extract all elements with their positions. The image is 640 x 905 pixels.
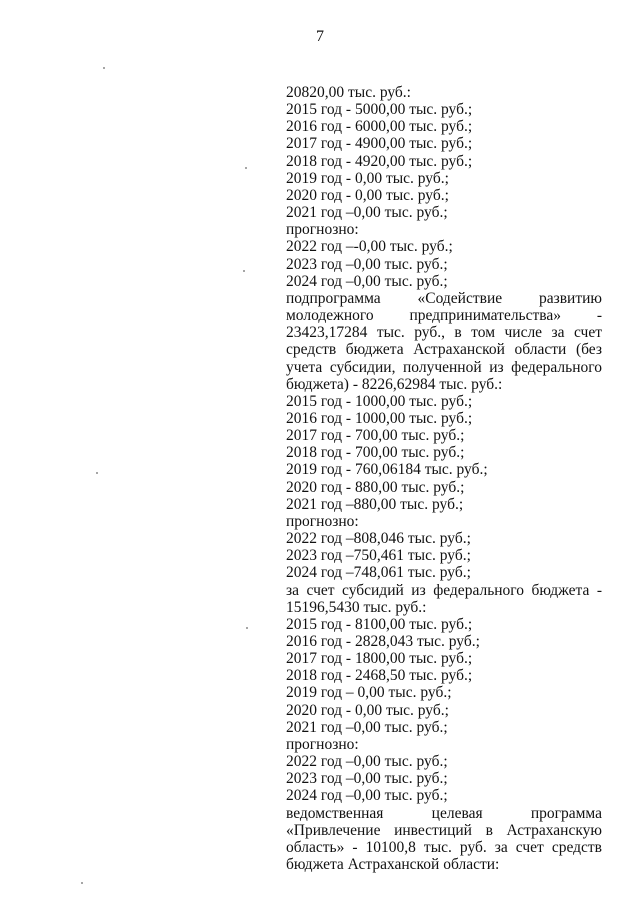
text-line: 2022 год –808,046 тыс. руб.; bbox=[286, 530, 471, 548]
text-line: 2023 год –0,00 тыс. руб.; bbox=[286, 255, 448, 273]
text-line: прогнозно: bbox=[286, 512, 359, 530]
text-line: 2019 год – 0,00 тыс. руб.; bbox=[286, 684, 452, 702]
page-number: 7 bbox=[316, 28, 324, 45]
text-line: 2020 год - 0,00 тыс. руб.; bbox=[286, 701, 449, 719]
text-line: 2022 год –0,00 тыс. руб.; bbox=[286, 753, 448, 771]
scan-speck bbox=[103, 67, 105, 69]
text-line: прогнозно: bbox=[286, 221, 359, 239]
text-line: 2019 год - 0,00 тыс. руб.; bbox=[286, 169, 449, 187]
scan-speck bbox=[81, 882, 83, 884]
text-line: прогнозно: bbox=[286, 735, 359, 753]
scan-speck bbox=[245, 167, 247, 169]
text-line: 2017 год - 4900,00 тыс. руб.; bbox=[286, 135, 473, 153]
text-line: 2019 год - 760,06184 тыс. руб.; bbox=[286, 461, 488, 479]
text-line: 2023 год –750,461 тыс. руб.; bbox=[286, 547, 471, 565]
text-line: 2015 год - 1000,00 тыс. руб.; bbox=[286, 392, 473, 410]
text-line: 2024 год –0,00 тыс. руб.; bbox=[286, 272, 448, 290]
text-line: 2020 год - 880,00 тыс. руб.; bbox=[286, 478, 465, 496]
federal-subsidy-paragraph: за счет субсидий из федерального бюджета - 15196,5430 тыс. руб.: bbox=[286, 581, 602, 616]
text-line: 2021 год –0,00 тыс. руб.; bbox=[286, 718, 448, 736]
subprogram-paragraph: подпрограмма «Содействие развитию молодежного предпринимательства» - 23423,17284 тыс. руб., в том числе за счет средств бюджета Астраханской области (без учета субсидии, полученной из федерального бюджета) - 8226,62984 тыс. руб.: bbox=[286, 289, 602, 393]
text-line: 2021 год –880,00 тыс. руб.; bbox=[286, 495, 464, 513]
text-line: 2020 год - 0,00 тыс. руб.; bbox=[286, 186, 449, 204]
text-line: 2018 год - 700,00 тыс. руб.; bbox=[286, 444, 465, 462]
text-line: 2017 год - 1800,00 тыс. руб.; bbox=[286, 650, 473, 668]
text-line: 2024 год –748,061 тыс. руб.; bbox=[286, 564, 471, 582]
text-line: 2015 год - 5000,00 тыс. руб.; bbox=[286, 101, 473, 119]
text-line: 2018 год - 4920,00 тыс. руб.; bbox=[286, 152, 473, 170]
departmental-program-paragraph: ведомственная целевая программа «Привлечение инвестиций в Астраханскую область» - 10100,8 тыс. руб. за счет средств бюджета Астраханской области: bbox=[286, 804, 602, 874]
text-line: 2016 год - 2828,043 тыс. руб.; bbox=[286, 633, 480, 650]
scan-speck bbox=[96, 472, 98, 474]
text-line: 2016 год - 1000,00 тыс. руб.; bbox=[286, 409, 473, 427]
text-line: 2018 год - 2468,50 тыс. руб.; bbox=[286, 667, 473, 685]
text-line: 2017 год - 700,00 тыс. руб.; bbox=[286, 427, 465, 445]
text-line: 2021 год –0,00 тыс. руб.; bbox=[286, 204, 448, 222]
text-line: 2016 год - 6000,00 тыс. руб.; bbox=[286, 118, 473, 136]
text-line: 20820,00 тыс. руб.: bbox=[286, 84, 411, 101]
text-line: 2024 год –0,00 тыс. руб.; bbox=[286, 787, 448, 805]
text-line: 2022 год –-0,00 тыс. руб.; bbox=[286, 238, 453, 256]
scan-speck bbox=[246, 627, 248, 629]
text-line: 2023 год –0,00 тыс. руб.; bbox=[286, 770, 448, 788]
text-line: 2015 год - 8100,00 тыс. руб.; bbox=[286, 615, 473, 633]
scan-speck bbox=[243, 270, 245, 272]
document-body bbox=[286, 84, 602, 873]
